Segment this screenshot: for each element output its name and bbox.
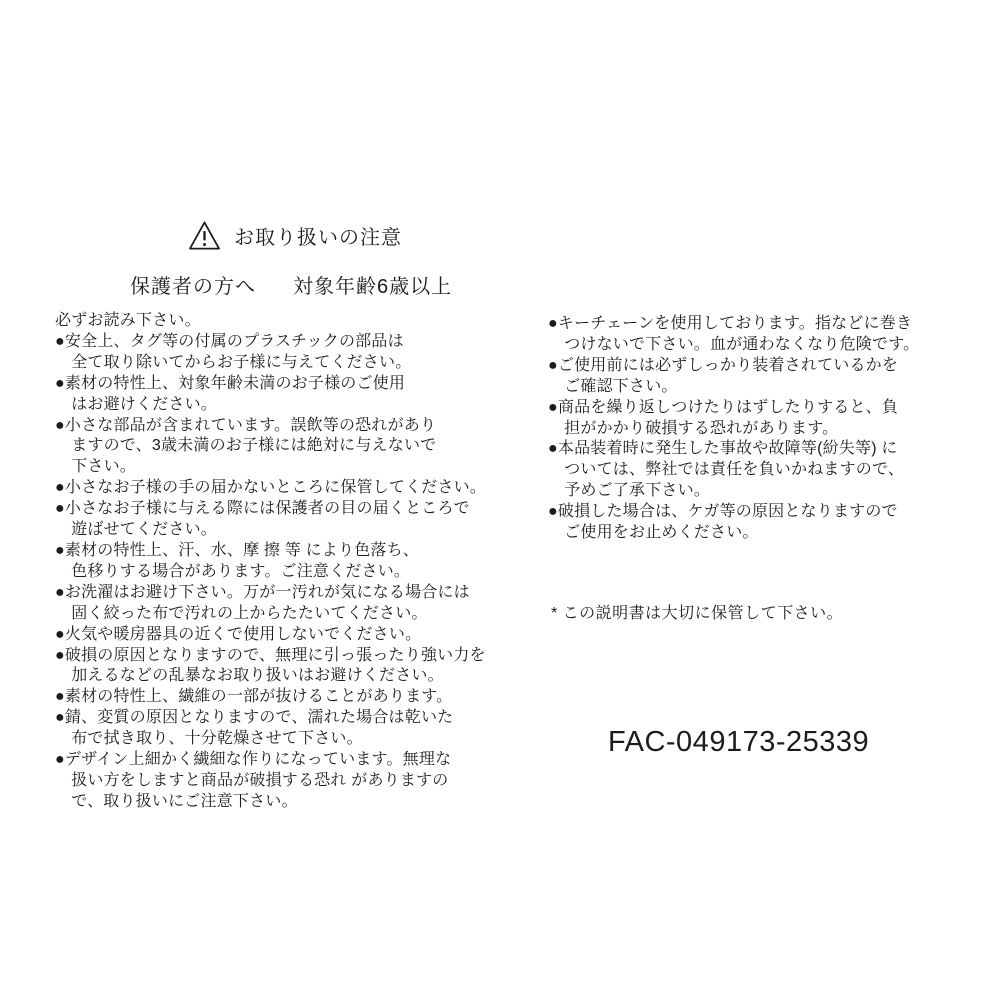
warning-triangle-icon	[188, 220, 221, 251]
text-line: 加えるなどの乱暴なお取り扱いはお避けください。	[55, 667, 444, 685]
text-line: 担がかかり破損する恐れがあります。	[548, 419, 839, 437]
text-line: ●火気や暖房器具の近くで使用しないでください。	[55, 625, 422, 643]
text-line: ●素材の特性上、汗、水、摩 擦 等 により色落ち、	[55, 541, 420, 559]
text-line: 予めご了承下さい。	[548, 482, 711, 500]
text-line: ●ご使用前には必ずしっかり装着されているかを	[548, 356, 899, 374]
text-line: 全て取り除いてからお子様に与えてください。	[55, 353, 412, 371]
text-line: ●お洗濯はお避け下さい。万が一汚れが気になる場合には	[55, 583, 470, 601]
text-line: で、取り扱いにご注意下さい。	[55, 792, 298, 810]
care-instructions-right-column	[548, 314, 948, 544]
text-line: ●小さな部品が含まれています。誤飲等の恐れがあり	[55, 416, 437, 434]
audience-note	[130, 270, 452, 299]
text-line: 固く絞った布で汚れの上からたたいてください。	[55, 604, 428, 622]
text-line: ●小さなお子様に与える際には保護者の目の届くところで	[55, 500, 470, 518]
text-line: ついては、弊社では責任を負いかねますので、	[548, 461, 905, 479]
text-line: ●デザイン上細かく繊細な作りになっています。無理な	[55, 751, 452, 769]
text-line: ●破損の原因となりますので、無理に引っ張ったり強い力を	[55, 646, 486, 664]
text-line: 遊ばせてください。	[55, 521, 218, 539]
text-line: ●破損した場合は、ケガ等の原因となりますので	[548, 503, 898, 521]
warning-header	[188, 220, 402, 251]
text-line: 色移りする場合があります。ご注意ください。	[55, 562, 411, 580]
text-line: 必ずお読み下さい。	[55, 312, 201, 329]
text-line: ●商品を繰り返しつけたりはずしたりすると、負	[548, 398, 899, 416]
warning-title: お取り扱いの注意	[234, 227, 402, 249]
text-line: ●素材の特性上、対象年齢未満のお子様のご使用	[55, 374, 406, 392]
text-line: 下さい。	[55, 458, 137, 476]
text-line: ご確認下さい。	[548, 377, 678, 395]
care-instructions-left-column	[55, 311, 495, 813]
text-line: ●本品装着時に発生した事故や故障等(紛失等) に	[548, 440, 898, 458]
text-line: ●素材の特性上、繊維の一部が抜けることがあります。	[55, 688, 453, 706]
text-line: ●安全上、タグ等の付属のプラスチックの部品は	[55, 332, 404, 350]
text-line: ご使用をお止めください。	[548, 524, 759, 542]
text-line: ●小さなお子様の手の届かないところに保管してください。	[55, 479, 487, 497]
text-line: ますので、3歳未満のお子様には絶対に与えないで	[55, 437, 437, 455]
keep-instructions-note: * この説明書は大切に保管して下さい。	[551, 605, 844, 622]
text-line: はお避けください。	[55, 395, 218, 413]
parent-label: 保護者の方へ	[130, 276, 256, 298]
age-label: 対象年齢6歳以上	[293, 276, 453, 298]
text-line: 扱い方をしますと商品が破損する恐れ がありますの	[55, 771, 449, 789]
product-code: FAC-049173-25339	[608, 726, 870, 758]
text-line: つけないで下さい。血が通わなくなり危険です。	[548, 335, 920, 353]
text-line: 布で拭き取り、十分乾燥させて下さい。	[55, 730, 363, 748]
text-line: ●錆、変質の原因となりますので、濡れた場合は乾いた	[55, 709, 454, 727]
text-line: ●キーチェーンを使用しております。指などに巻き	[548, 315, 913, 332]
